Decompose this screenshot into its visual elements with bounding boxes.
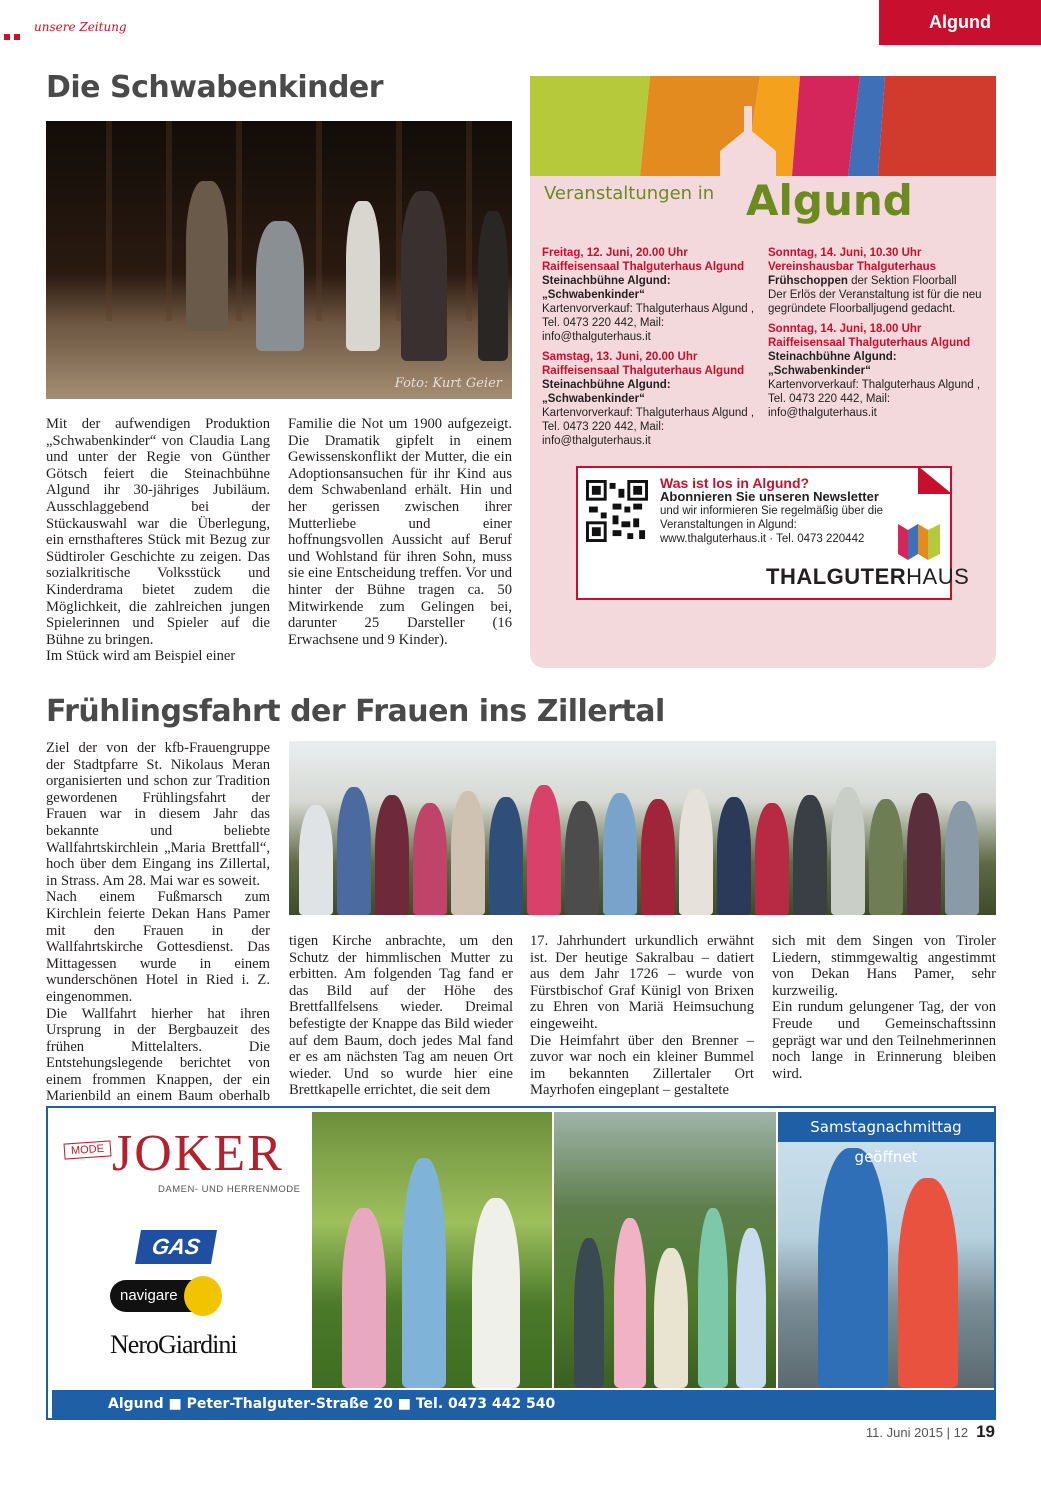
article2-paragraph: Die Wallfahrt hierher hat ihren Ursprung in der Bergbauzeit des frühen Mittelalters. Die Entstehungslegende berichtet von einem frommen Knappen, der ein Marienbild an einem Baum oberhalb — [46, 1005, 270, 1105]
newsletter-body: und wir informieren Sie regelmäßig über die Veranstaltungen in Algund: — [660, 505, 884, 531]
thalguterhaus-logo-icon — [896, 516, 942, 562]
event-name: Steinachbühne Algund: „Schwabenkinder“ — [542, 379, 671, 405]
event-place: Raiffeisensaal Thalguterhaus Algund — [542, 365, 745, 377]
qr-code-icon[interactable] — [586, 480, 648, 542]
event-item — [768, 246, 990, 316]
ad-address-bar: Algund ■ Peter-Thalguter-Straße 20 ■ Tel. 0473 442 540 — [52, 1390, 994, 1418]
event-place: Vereinshausbar Thalguterhaus — [768, 261, 937, 273]
event-detail: Der Erlös der Veranstaltung ist für die neu gegründete Floorballjugend gedacht. — [768, 289, 982, 315]
article2-column-3 — [530, 933, 754, 1099]
article1-photo — [46, 121, 512, 399]
joker-mode-label: MODE — [63, 1140, 111, 1159]
event-date: Sonntag, 14. Juni, 18.00 Uhr — [768, 323, 922, 335]
article2-paragraph: sich mit dem Singen von Tiroler Liedern, stimmgewaltig angestimmt von Dekan Hans Pamer, sehr kurzweilig. — [772, 933, 996, 999]
navigare-text: navigare — [120, 1287, 178, 1304]
article2-paragraph: Ziel der von der kfb-Frauengruppe der Stadtpfarre St. Nikolaus Meran organisierten und schon zur Tradition gewordenen Frühlingsfahrt der Frauen war in diesem Jahr das bekannte und beliebte Wallfahrtskirchlein „Maria Brettfall“, hoch über dem Eingang ins Zillertal, in Strass. Am 28. Mai war es soweit. — [46, 740, 270, 889]
article2-paragraph: Die Heimfahrt über den Brenner – zuvor war noch ein kleiner Bummel im bekannten Zillertaler Ort Mayrhofen eingeplant – gestaltete — [530, 1032, 754, 1099]
event-item — [768, 322, 990, 420]
article2-group-photo — [289, 741, 996, 915]
events-banner — [530, 76, 996, 176]
newsletter-box — [576, 466, 970, 600]
section-label: Algund — [879, 0, 1041, 45]
article2-paragraph: Ein rundum gelungener Tag, der von Freude und Gemeinschaftssinn geprägt war und den Teilnehmerinnen noch lange in Erinnerung bleiben wird. — [772, 999, 996, 1082]
sail-icon — [184, 1276, 222, 1316]
joker-logo: JOKER — [112, 1125, 284, 1182]
page-footer — [866, 1422, 995, 1442]
event-date: Sonntag, 14. Juni, 10.30 Uhr — [768, 247, 922, 259]
gas-logo: GAS — [135, 1230, 217, 1264]
event-date: Freitag, 12. Juni, 20.00 Uhr — [542, 247, 688, 259]
event-item — [542, 350, 764, 448]
events-column-right — [768, 246, 990, 426]
nerogiardini-logo: NeroGiardini — [110, 1330, 237, 1359]
event-place: Raiffeisensaal Thalguterhaus Algund — [542, 261, 745, 273]
thalguterhaus-logo-text — [766, 564, 969, 590]
joker-advertisement[interactable] — [46, 1106, 996, 1420]
newspaper-brand: unsere Zeitung — [34, 20, 127, 34]
ad-opening-banner: Samstagnachmittag geöffnet — [778, 1112, 994, 1142]
article1-column-1 — [46, 416, 270, 665]
newsletter-headline: Abonnieren Sie unseren Newsletter — [660, 489, 879, 504]
article1-column-2 — [288, 416, 512, 648]
event-place: Raiffeisensaal Thalguterhaus Algund — [768, 337, 971, 349]
event-name: Steinachbühne Algund: „Schwabenkinder“ — [542, 275, 671, 301]
events-box — [530, 76, 996, 668]
article1-title: Die Schwabenkinder — [46, 70, 384, 105]
event-name: Steinachbühne Algund: „Schwabenkinder“ — [768, 351, 897, 377]
logo-text-thin: HAUS — [906, 564, 970, 589]
article2-title: Frühlingsfahrt der Frauen ins Zillertal — [46, 694, 665, 729]
ad-brand-panel — [52, 1112, 310, 1388]
events-column-left — [542, 246, 764, 454]
article2-paragraph: Nach einem Fußmarsch zum Kirchlein feierte Dekan Hans Pamer mit den Frauen in der Wallfahrtskirche Gottesdienst. Das Mittagessen wurde in einem wunderschönen Hotel in Ried i. Z. eingenommen. — [46, 889, 270, 1005]
event-detail: Kartenvorverkauf: Thalguterhaus Algund , Tel. 0473 220 442, Mail: info@thalguterhaus.it — [542, 407, 755, 447]
article1-paragraph: Familie die Not um 1900 aufgezeigt. Die Dramatik gipfelt in einem Gewissenskonflikt der Mutter, die ein Adoptionsansuchen für ihr Kind aus dem Schwabenland erhält. Hin und her gerissen zwischen ihrer Mutterliebe und einer hoffnungsvollen Aussicht auf Beruf und Wohlstand für ihren Sohn, muss sie eine Entscheidung treffen. Vor und hinter der Bühne tragen ca. 50 Mitwirkende zum Gelingen bei, darunter 25 Darsteller (16 Erwachsene und 9 Kinder). — [288, 416, 512, 648]
header-dots — [4, 27, 24, 45]
event-detail: Kartenvorverkauf: Thalguterhaus Algund , Tel. 0473 220 442, Mail: info@thalguterhaus.it — [542, 303, 755, 343]
logo-text-bold: THALGUTER — [766, 564, 907, 589]
photo-credit: Foto: Kurt Geier — [394, 376, 502, 391]
newsletter-contact[interactable]: www.thalguterhaus.it · Tel. 0473 220442 — [660, 533, 865, 545]
newsletter-question: Was ist los in Algund? — [660, 475, 810, 491]
issue-date: 11. Juni 2015 | 12 — [865, 1425, 969, 1440]
navigare-logo — [110, 1280, 220, 1312]
article2-paragraph: 17. Jahrhundert urkundlich erwähnt ist. Der heutige Sakralbau – datiert aus dem Jahr 1726 – wurde von Fürstbischof Graf Künigl von Brixen zu Ehren von Mariä Heimsuchung eingeweiht. — [530, 933, 754, 1032]
article2-column-4 — [772, 933, 996, 1082]
ad-photo-group — [554, 1112, 776, 1388]
article2-column-2 — [289, 933, 513, 1099]
article1-paragraph: Mit der aufwendigen Produktion „Schwabenkinder“ von Claudia Lang und unter der Regie von Günther Götsch feiert die Steinachbühne Algund ihr 30-jähriges Jubiläum. Ausschlaggebend bei der Stückauswahl war die Überlegung, ein ernsthafteres Stück mit Bezug zur Südtiroler Geschichte zu zeigen. Das sozialkritische Volksstück und Kinderdrama bietet zudem die Möglichkeit, die zahlreichen jungen Spielerinnen und Spieler auf die Bühne zu bringen. — [46, 416, 270, 648]
events-title-prefix: Veranstaltungen in — [544, 183, 715, 204]
page-number: 19 — [976, 1422, 995, 1441]
event-date: Samstag, 13. Juni, 20.00 Uhr — [542, 351, 698, 363]
events-title-location: Algund — [746, 176, 913, 225]
joker-subtitle: DAMEN- UND HERRENMODE — [158, 1184, 301, 1195]
article2-column-1 — [46, 740, 270, 1122]
event-name: Frühschoppen — [768, 275, 848, 287]
ad-photo-garden — [312, 1112, 552, 1388]
event-detail: Kartenvorverkauf: Thalguterhaus Algund , Tel. 0473 220 442, Mail: info@thalguterhaus.it — [768, 379, 981, 419]
event-item — [542, 246, 764, 344]
article2-paragraph: tigen Kirche anbrachte, um den Schutz der himmlischen Mutter zu erbitten. Am folgenden Tag fand er das Bild auf der Höhe des Brettfallfelsens wieder. Dreimal befestigte der Knappe das Bild wieder auf dem Baum, doch jedes Mal fand er es am nächsten Tag am neuen Ort wieder. Und so wurde hier eine Brettkapelle errichtet, die seit dem — [289, 933, 513, 1099]
article1-paragraph: Im Stück wird am Beispiel einer — [46, 648, 236, 665]
event-name-suffix: der Sektion Floorball — [847, 275, 957, 287]
